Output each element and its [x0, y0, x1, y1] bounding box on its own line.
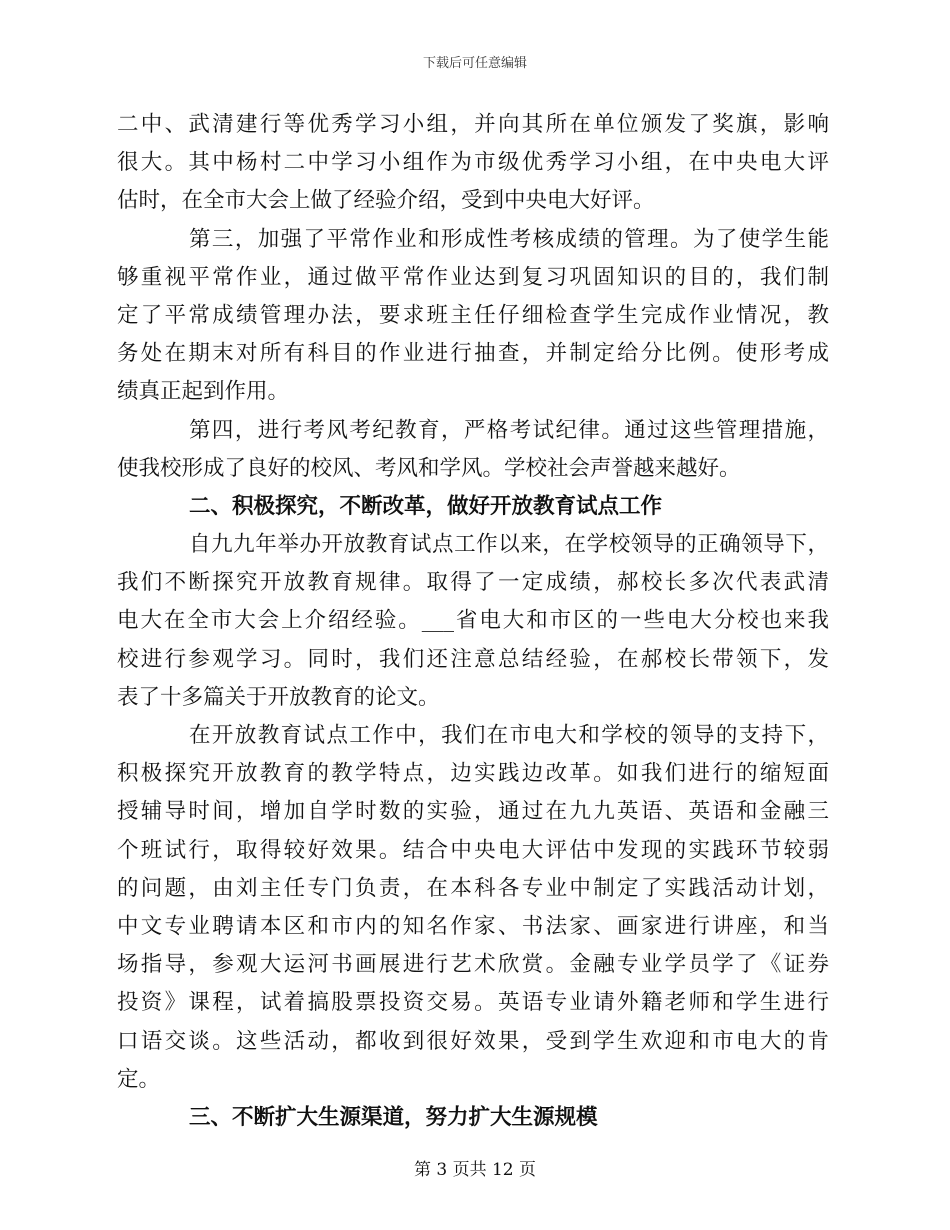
- text-line: 绩真正起到作用。: [117, 379, 290, 405]
- text-line: 自九九年举办开放教育试点工作以来，在学校领导的正确领导下，: [189, 532, 829, 558]
- text-line: 授辅导时间，增加自学时数的实验，通过在九九英语、英语和金融三: [117, 799, 829, 825]
- text-line: 我们不断探究开放教育规律。取得了一定成绩，郝校长多次代表武清: [117, 570, 829, 596]
- section-heading: 三、不断扩大生源渠道，努力扩大生源规模: [189, 1104, 598, 1130]
- text-line: 表了十多篇关于开放教育的论文。: [117, 684, 440, 710]
- text-line: 在开放教育试点工作中，我们在市电大和学校的领导的支持下，: [189, 723, 829, 748]
- text-line: 够重视平常作业，通过做平常作业达到复习巩固知识的目的，我们制: [117, 264, 829, 290]
- text-line: 个班试行，取得较好效果。结合中央电大评估中发现的实践环节较弱: [117, 837, 829, 863]
- page-number: 第 3 页共 12 页: [413, 1160, 537, 1180]
- text-line: 校进行参观学习。同时，我们还注意总结经验，在郝校长带领下，发: [117, 646, 829, 672]
- text-line: 估时，在全市大会上做了经验介绍，受到中央电大好评。: [117, 188, 655, 214]
- text-line: 使我校形成了良好的校风、考风和学风。学校社会声誉越来越好。: [117, 455, 741, 481]
- text-line: 积极探究开放教育的教学特点，边实践边改革。如我们进行的缩短面: [117, 761, 829, 787]
- text-line: 定。: [117, 1066, 161, 1092]
- text-line: 第三，加强了平常作业和形成性考核成绩的管理。为了使学生能: [189, 226, 829, 252]
- text-line: 中文专业聘请本区和市内的知名作家、书法家、画家进行讲座，和当: [117, 913, 829, 939]
- header-note: 下载后可任意编辑: [422, 56, 527, 71]
- section-heading: 二、积极探究，不断改革，做好开放教育试点工作: [189, 493, 663, 519]
- text-line: 场指导，参观大运河书画展进行艺术欣赏。金融专业学员学了《证券: [117, 952, 829, 978]
- text-line: 定了平常成绩管理办法，要求班主任仔细检查学生完成作业情况，教: [117, 302, 829, 328]
- text-line: 务处在期末对所有科目的作业进行抽查，并制定给分比例。使形考成: [117, 341, 829, 367]
- text-line: 口语交谈。这些活动，都收到很好效果，受到学生欢迎和市电大的肯: [117, 1028, 829, 1054]
- text-line: 的问题，由刘主任专门负责，在本科各专业中制定了实践活动计划，: [117, 875, 829, 901]
- text-line: 第四，进行考风考纪教育，严格考试纪律。通过这些管理措施，: [189, 417, 829, 443]
- document-body: [117, 106, 829, 1137]
- text-line: 投资》课程，试着搞股票投资交易。英语专业请外籍老师和学生进行: [117, 990, 829, 1016]
- text-line: 很大。其中杨村二中学习小组作为市级优秀学习小组，在中央电大评: [117, 150, 829, 176]
- text-line: 电大在全市大会上介绍经验。___省电大和市区的一些电大分校也来我: [117, 608, 829, 634]
- text-line: 二中、武清建行等优秀学习小组，并向其所在单位颁发了奖旗，影响: [117, 112, 829, 137]
